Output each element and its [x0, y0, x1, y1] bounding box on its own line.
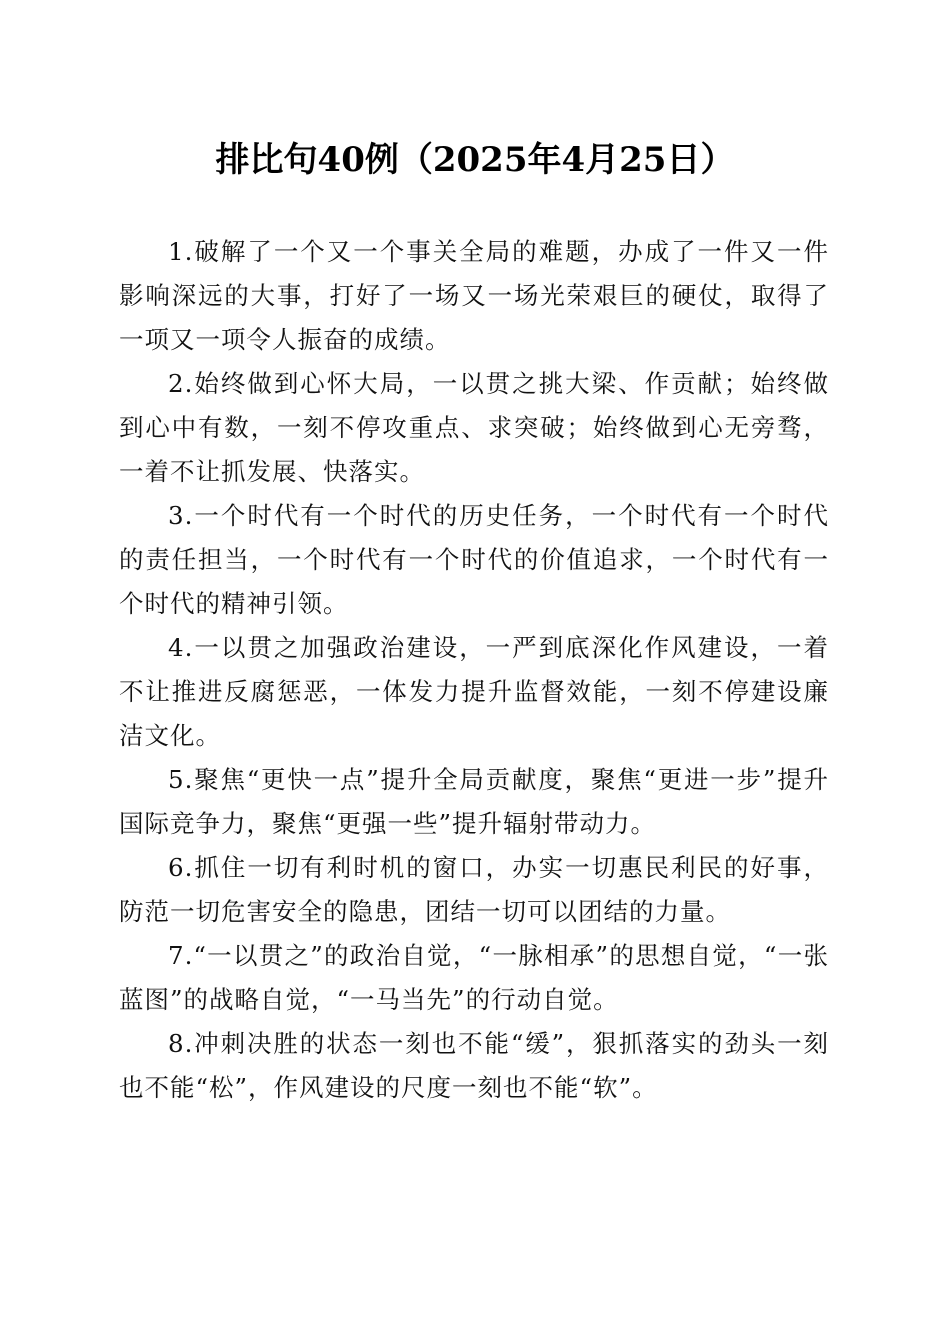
- paragraph-6: 6.抓住一切有利时机的窗口，办实一切惠民利民的好事，防范一切危害安全的隐患，团结一切可以团结的力量。: [119, 853, 829, 926]
- paragraph-2: 2.始终做到心怀大局，一以贯之挑大梁、作贡献；始终做到心中有数，一刻不停攻重点、求突破；始终做到心无旁骛，一着不让抓发展、快落实。: [119, 369, 829, 486]
- paragraph-5: 5.聚焦“更快一点”提升全局贡献度，聚焦“更进一步”提升国际竞争力，聚焦“更强一些”提升辐射带动力。: [119, 765, 829, 838]
- page-title: 排比句40例（2025年4月25日）: [215, 140, 735, 180]
- document-body: [119, 230, 829, 1110]
- paragraph-1: 1.破解了一个又一个事关全局的难题，办成了一件又一件影响深远的大事，打好了一场又一场光荣艰巨的硬仗，取得了一项又一项令人振奋的成绩。: [119, 237, 829, 354]
- paragraph-4: 4.一以贯之加强政治建设，一严到底深化作风建设，一着不让推进反腐惩恶，一体发力提升监督效能，一刻不停建设廉洁文化。: [119, 633, 829, 750]
- paragraph-3: 3.一个时代有一个时代的历史任务，一个时代有一个时代的责任担当，一个时代有一个时代的价值追求，一个时代有一个时代的精神引领。: [119, 501, 829, 618]
- paragraph-7: 7.“一以贯之”的政治自觉，“一脉相承”的思想自觉，“一张蓝图”的战略自觉，“一马当先”的行动自觉。: [119, 941, 829, 1014]
- paragraph-8: 8.冲刺决胜的状态一刻也不能“缓”，狠抓落实的劲头一刻也不能“松”，作风建设的尺度一刻也不能“软”。: [119, 1029, 829, 1102]
